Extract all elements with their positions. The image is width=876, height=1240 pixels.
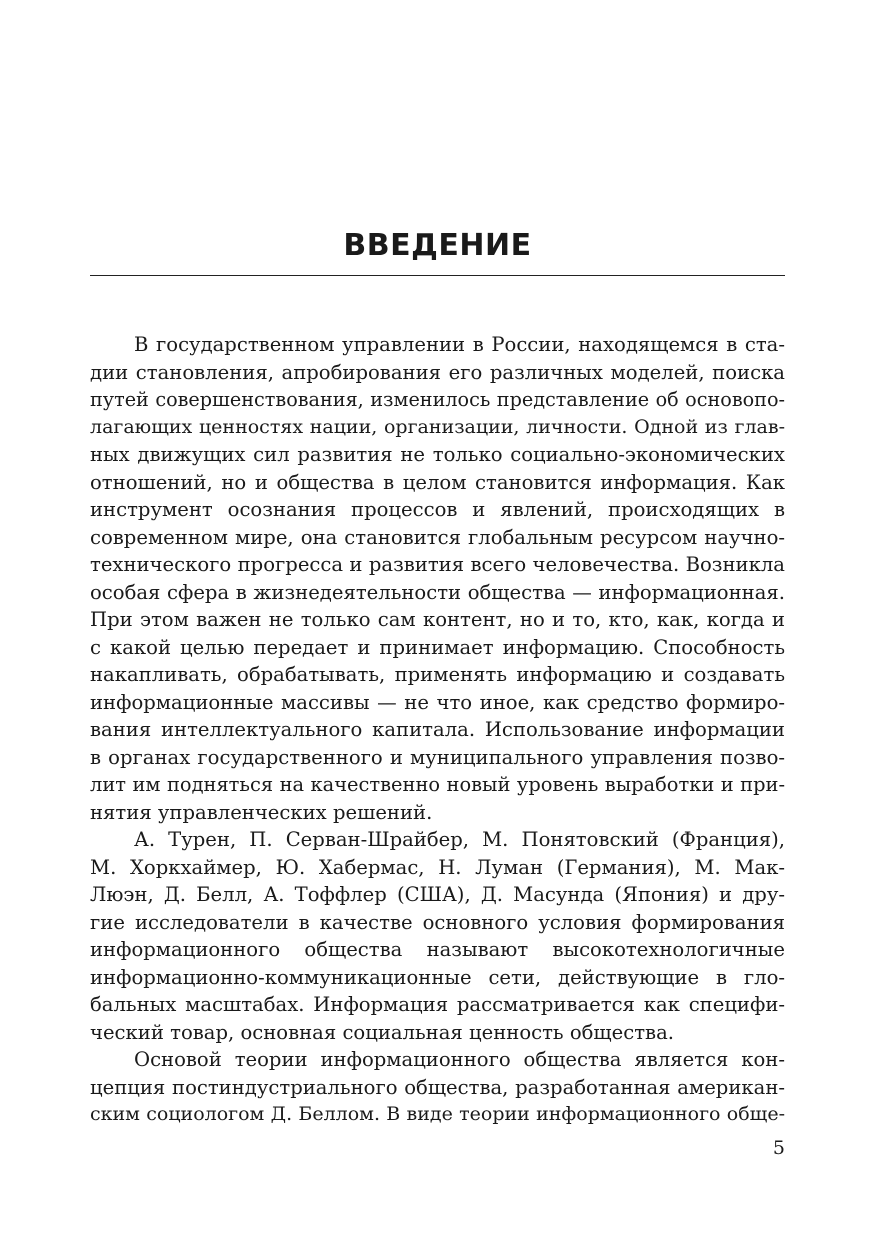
paragraph-1 [90, 331, 785, 826]
text-line: особая сфера в жизнедеятельности общества — информационная. [90, 580, 785, 604]
text-line: информационно-коммуникационные сети, действующие в гло- [90, 965, 785, 989]
text-line: бальных масштабах. Информация рассматривается как специфи- [90, 993, 785, 1016]
text-line: с какой целью передает и принимает информацию. Способность [90, 635, 785, 659]
paragraph-2 [90, 826, 785, 1046]
text-line: А. Турен, П. Серван-Шрайбер, М. Понятовский (Франция), [134, 828, 785, 851]
body-text [90, 331, 785, 1129]
text-line: В государственном управлении в России, находящемся в ста- [134, 333, 785, 356]
text-line: цепция постиндустриального общества, разработанная американ- [90, 1075, 785, 1099]
text-line: гие исследователи в качестве основного условия формирования [90, 910, 785, 934]
text-line: дии становления, апробирования его различных моделей, поиска [90, 360, 785, 384]
text-line: технического прогресса и развития всего человечества. Возникла [90, 553, 785, 576]
text-line: в органах государственного и муниципального управления позво- [90, 745, 785, 769]
text-line: ных движущих сил развития не только социально-экономических [90, 443, 785, 466]
text-line: информационного общества называют высокотехнологичные [90, 938, 785, 961]
text-line: При этом важен не только сам контент, но и то, кто, как, когда и [90, 608, 785, 631]
text-line: лит им подняться на качественно новый уровень выработки и при- [90, 773, 785, 796]
text-line: накапливать, обрабатывать, применять информацию и создавать [90, 663, 785, 686]
text-line: Основой теории информационного общества является кон- [134, 1048, 785, 1071]
text-line: инструмент осознания процессов и явлений, происходящих в [90, 498, 785, 521]
text-line: М. Хоркхаймер, Ю. Хабермас, Н. Луман (Германия), М. Мак- [90, 855, 785, 879]
text-line: Люэн, Д. Белл, А. Тоффлер (США), Д. Масунда (Япония) и дру- [90, 883, 785, 906]
text-line: вания интеллектуального капитала. Использование информации [90, 718, 785, 741]
heading-rule [90, 275, 785, 276]
text-line: ческий товар, основная социальная ценность общества. [90, 1020, 674, 1044]
text-line: лагающих ценностях нации, организации, личности. Одной из глав- [90, 415, 785, 438]
text-line: нятия управленческих решений. [90, 800, 433, 824]
text-line: отношений, но и общества в целом становится информация. Как [90, 470, 785, 494]
text-line: ским социологом Д. Беллом. В виде теории информационного обще- [90, 1103, 785, 1125]
page-number: 5 [772, 1137, 785, 1159]
text-line: информационные массивы — не что иное, как средство формиро- [90, 690, 785, 714]
text-line: современном мире, она становится глобальным ресурсом научно- [90, 525, 785, 549]
chapter-heading: ВВЕДЕНИЕ [343, 228, 532, 263]
paragraph-3 [90, 1046, 785, 1129]
text-line: путей совершенствования, изменилось представление об основопо- [90, 388, 785, 411]
